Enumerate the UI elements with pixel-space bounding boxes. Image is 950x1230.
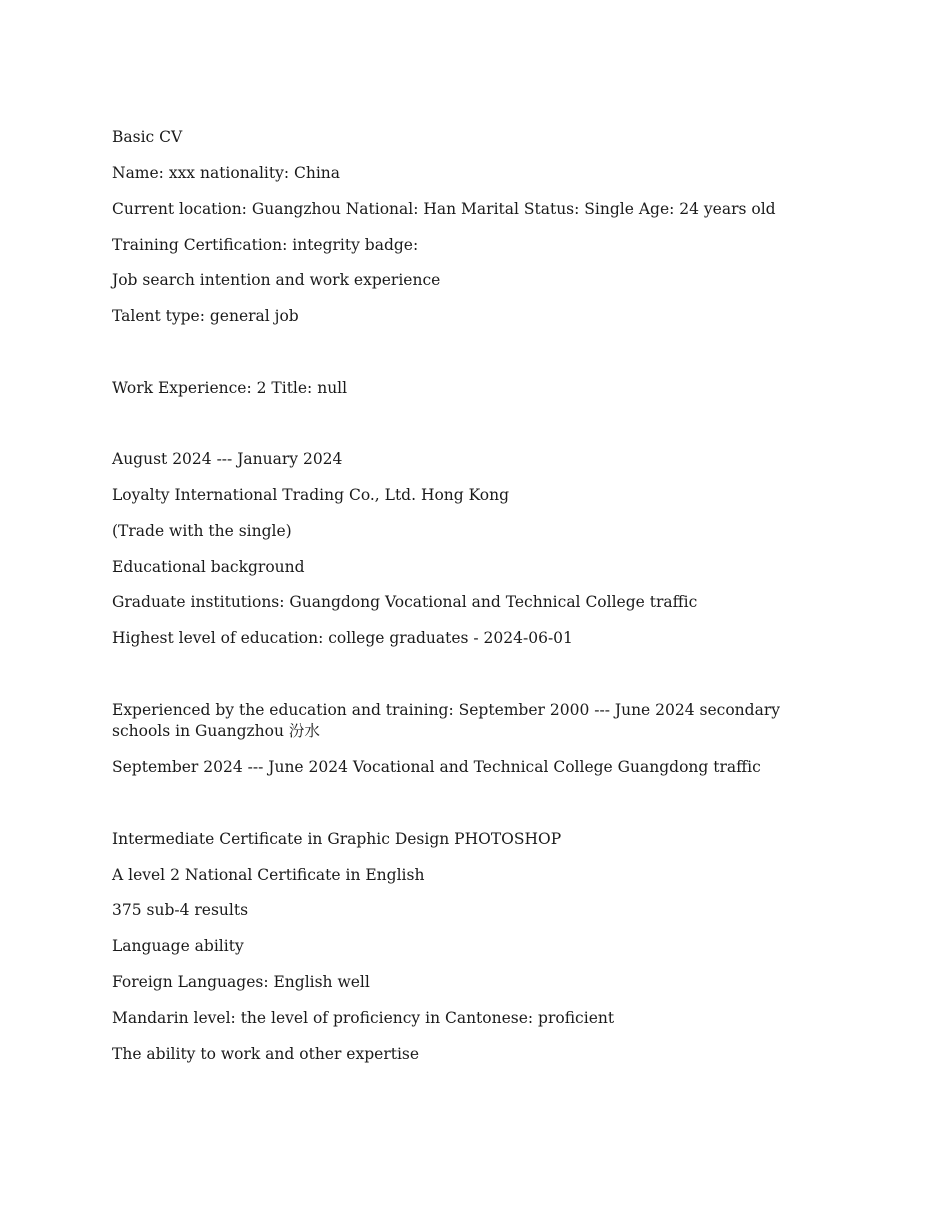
education-training-line: Experienced by the education and training: September 2000 --- June 2024 secondary schools in Guangzhou 汾水 [112,701,780,740]
job-role-line: (Trade with the single) [112,522,292,540]
mandarin-level-line: Mandarin level: the level of proficiency in Cantonese: proficient [112,1009,615,1027]
highest-education-line: Highest level of education: college graduates - 2024-06-01 [112,629,573,647]
education-heading: Educational background [112,558,305,576]
employer-line: Loyalty International Trading Co., Ltd. Hong Kong [112,486,510,504]
english-certificate-line: A level 2 National Certificate in English [112,866,425,884]
college-period-line: September 2024 --- June 2024 Vocational and Technical College Guangdong traffic [112,758,761,776]
employment-period-line: August 2024 --- January 2024 [112,450,343,468]
personal-details-line: Current location: Guangzhou National: Han Marital Status: Single Age: 24 years old [112,200,776,218]
job-intention-heading: Job search intention and work experience [112,271,441,289]
graduate-institution-line: Graduate institutions: Guangdong Vocational and Technical College traffic [112,593,698,611]
work-experience-line: Work Experience: 2 Title: null [112,379,348,397]
language-ability-heading: Language ability [112,937,244,955]
graphic-design-certificate-line: Intermediate Certificate in Graphic Design PHOTOSHOP [112,830,562,848]
foreign-languages-line: Foreign Languages: English well [112,973,370,991]
talent-type-line: Talent type: general job [112,307,299,325]
results-line: 375 sub-4 results [112,901,249,919]
name-nationality-line: Name: xxx nationality: China [112,164,341,182]
work-expertise-heading: The ability to work and other expertise [112,1045,420,1063]
training-certification-line: Training Certification: integrity badge: [112,236,419,254]
document-title: Basic CV [112,128,183,146]
